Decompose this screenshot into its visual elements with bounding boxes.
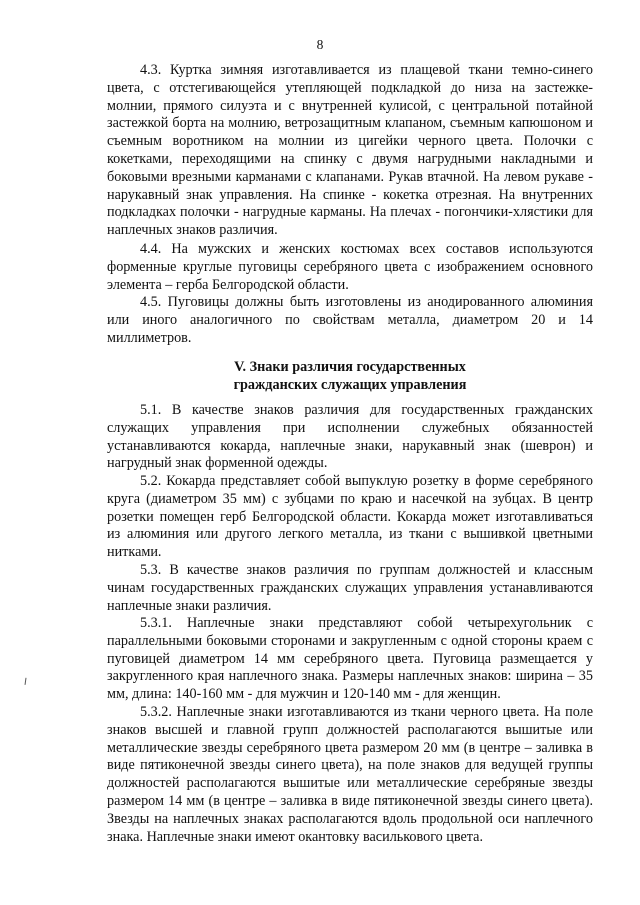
margin-pen-mark: [25, 678, 30, 685]
section-heading: [107, 358, 593, 394]
section-heading-line-1: V. Знаки различия государственных: [234, 359, 466, 375]
paragraph-4-5: 4.5. Пуговицы должны быть изготовлены из анодированного алюминия или иного аналогичного по свойствам металла, диаметром 20 и 14 миллиметров.: [107, 294, 593, 346]
section-heading-line-2: гражданских служащих управления: [233, 377, 467, 393]
paragraph-5-1: 5.1. В качестве знаков различия для государственных гражданских служащих управления при исполнении служебных обязанностей устанавливаются кокарда, наплечные знаки, нарукавный знак (шеврон) и нагрудный знак форменной одежды.: [107, 402, 593, 472]
page-number: 8: [316, 37, 324, 52]
paragraph-5-2: 5.2. Кокарда представляет собой выпуклую розетку в форме серебряного круга (диаметром 35 мм) с зубцами по краю и насечкой на зубцах. В центр розетки помещен герб Белгородской области. Кокарда может изготавливаться из алюминия или другого легкого металла, из ткани с вышивкой цветными нитками.: [107, 473, 593, 561]
paragraph-5-3-2: 5.3.2. Наплечные знаки изготавливаются из ткани черного цвета. На поле знаков высшей и главной групп должностей располагаются вышитые или металлические звезды серебряного цвета размером 20 мм (в центре – заливка в виде пятиконечной звезды синего цвета), на поле знаков для ведущей группы должностей располагаются вышитые или металлические серебряные звезды размером 14 мм (в центре – заливка в виде пятиконечной звезды синего цвета). Звезды на наплечных знаках располагаются вдоль продольной оси наплечного знака. Наплечные знаки имеют окантовку василькового цвета.: [107, 704, 593, 845]
paragraph-5-3: 5.3. В качестве знаков различия по группам должностей и классным чинам государственных гражданских служащих управления устанавливаются наплечные знаки различия.: [107, 562, 593, 614]
paragraph-4-3: 4.3. Куртка зимняя изготавливается из плащевой ткани темно-синего цвета, с отстегивающейся утепляющей подкладкой до низа на застежке-молнии, прямого силуэта и с внутренней кулисой, с центральной потайной застежкой борта на молнию, ветрозащитным клапаном, съемным капюшоном и съемным воротником на молнии из цигейки черного цвета. Полочки с кокетками, переходящими на спинку с двумя нагрудными накладными и боковыми врезными карманами с клапанами. Рукав втачной. На левом рукаве - нарукавный знак управления. На спинке - кокетка отрезная. На внутренних подкладках полочки - нагрудные карманы. На плечах - погончики-хлястики для наплечных знаков различия.: [107, 62, 593, 239]
paragraph-4-4: 4.4. На мужских и женских костюмах всех составов используются форменные круглые пуговицы серебряного цвета с изображением основного элемента – герба Белгородской области.: [107, 241, 593, 293]
paragraph-5-3-1: 5.3.1. Наплечные знаки представляют собой четырехугольник с параллельными боковыми сторонами и закругленным с одной стороны краем с пуговицей диаметром 14 мм серебряного цвета. Пуговица размещается у закругленного края наплечного знака. Размеры наплечных знаков: ширина – 35 мм, длина: 140-160 мм - для мужчин и 120-140 мм - для женщин.: [107, 615, 593, 703]
